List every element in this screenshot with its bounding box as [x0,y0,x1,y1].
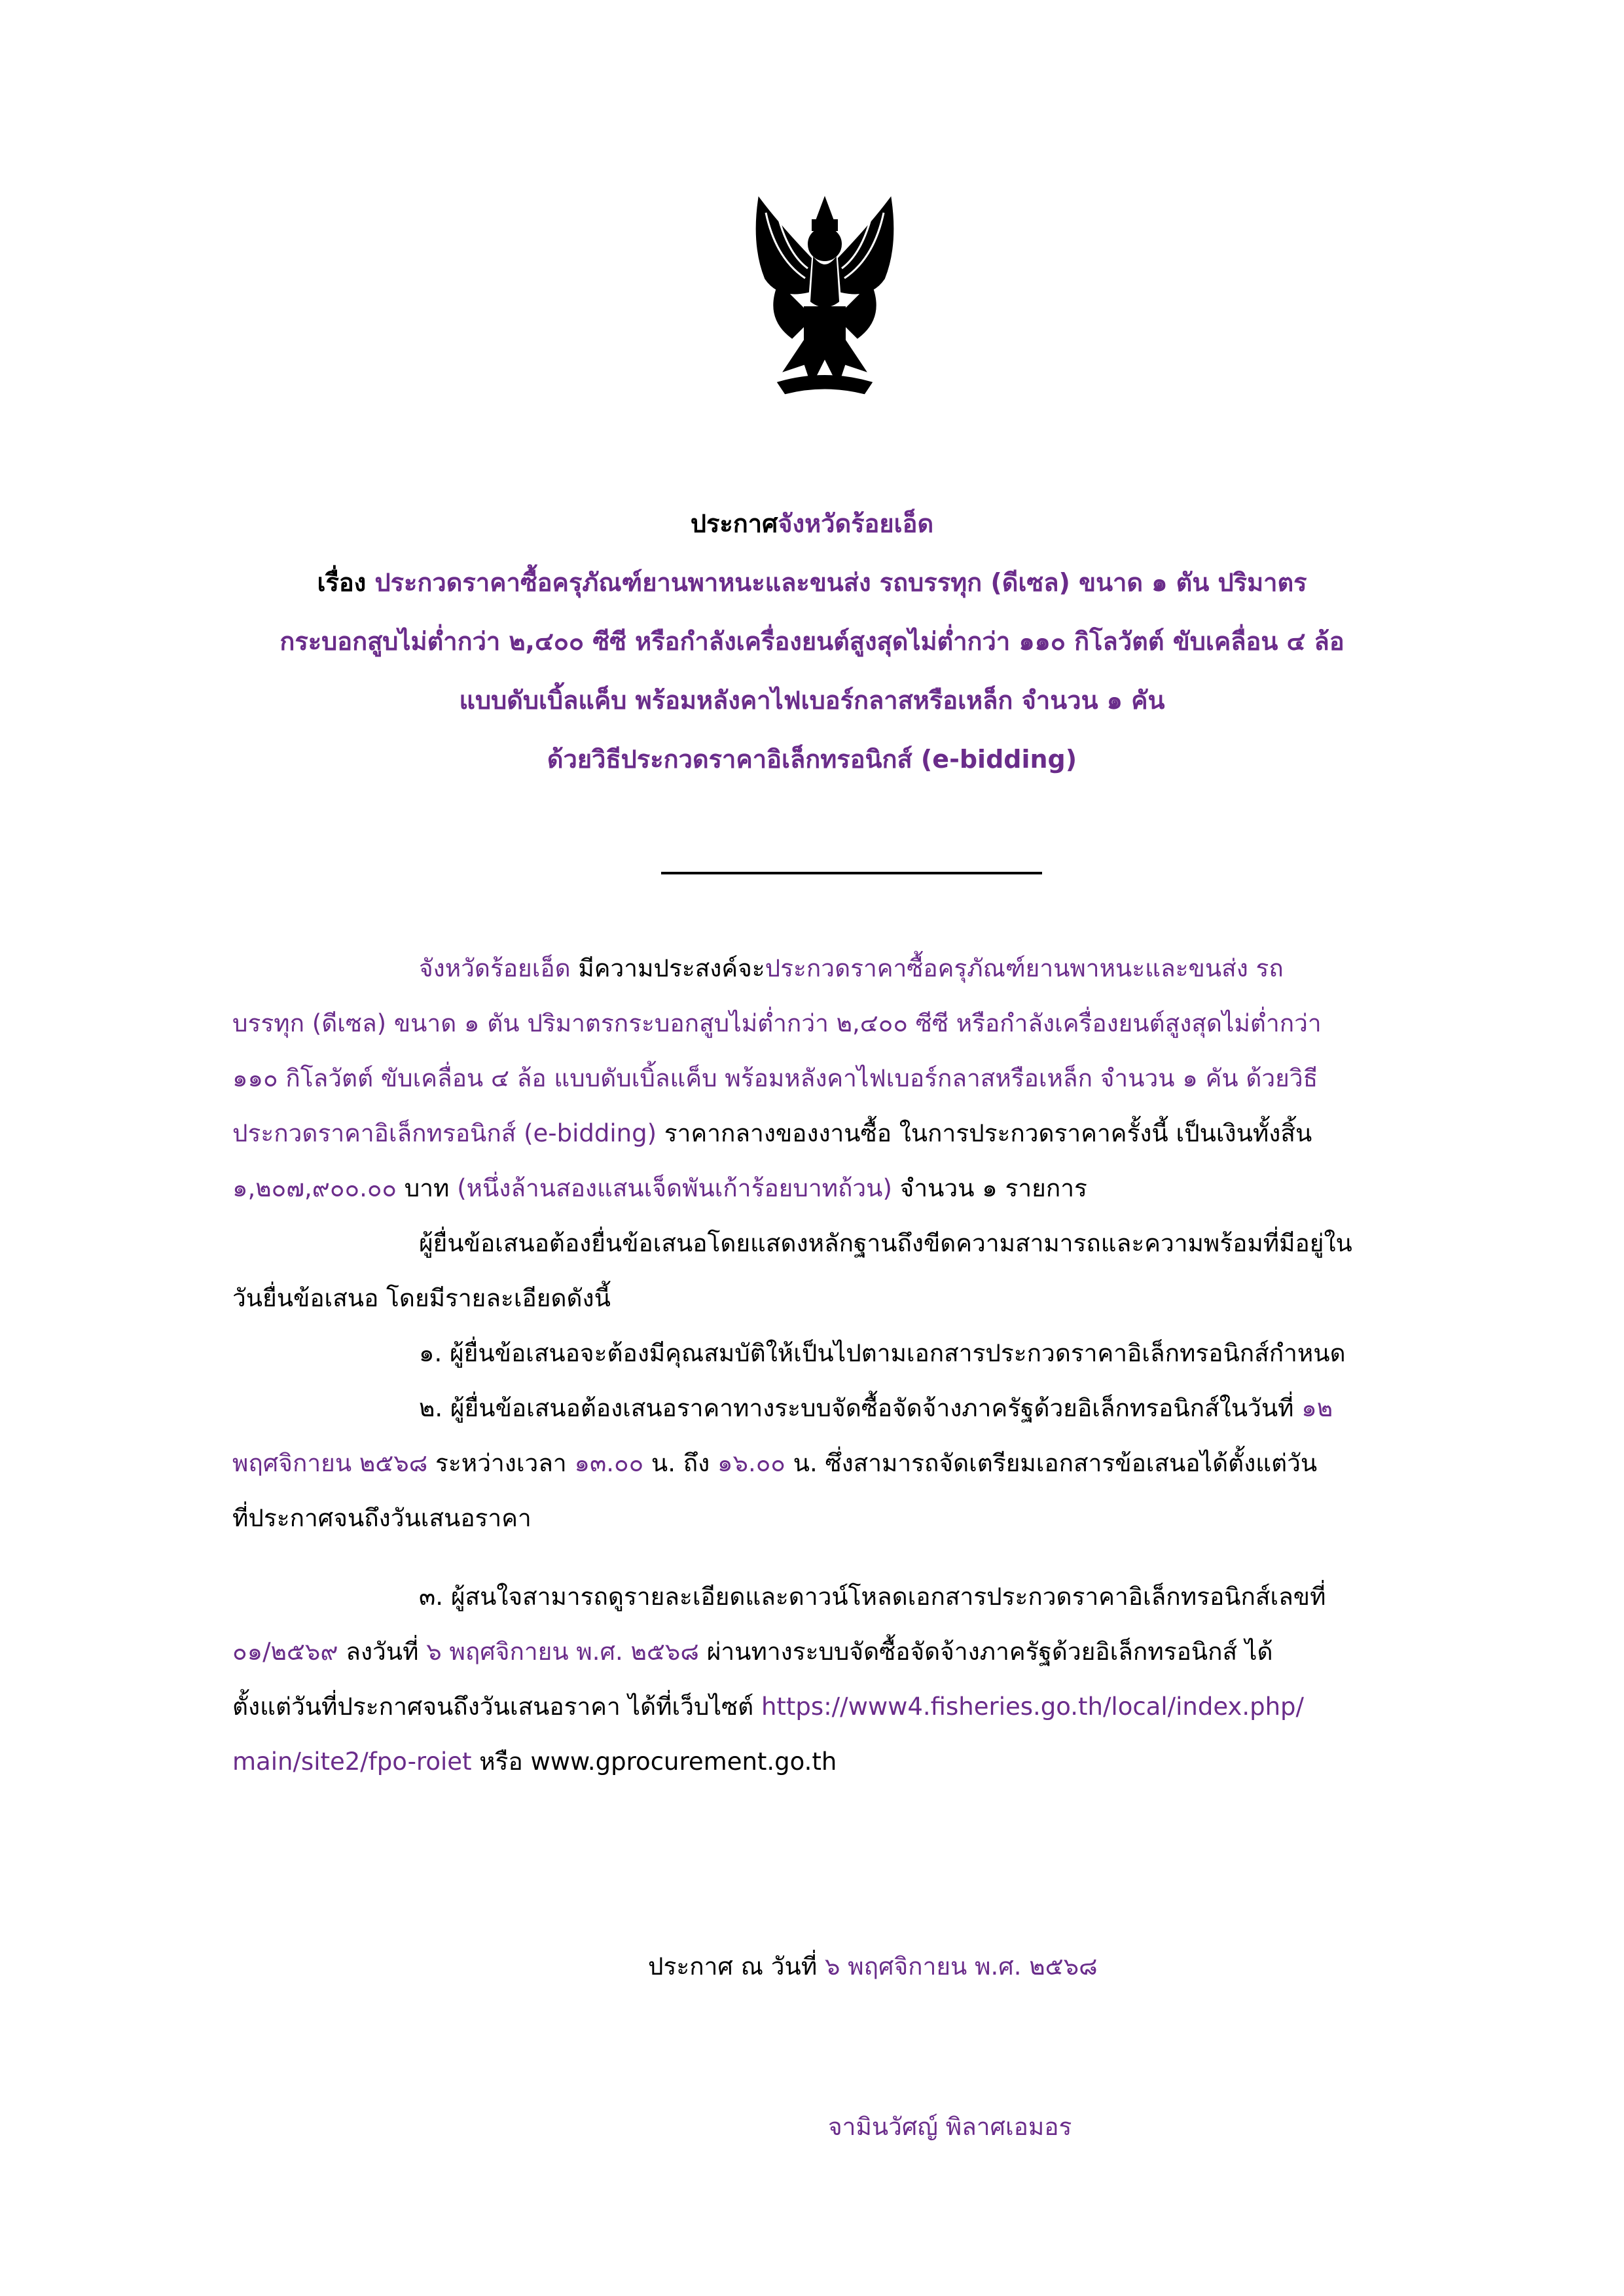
item-3-line-3: ตั้งแต่วันที่ประกาศจนถึงวันเสนอราคา ได้ที่เว็บไซต์ https://www4.fisheries.go.th/local/index.php/ [232,1693,1304,1721]
website-link-continued[interactable]: main/site2/fpo-roiet [232,1748,472,1776]
item-2-line-3: ที่ประกาศจนถึงวันเสนอราคา [232,1504,532,1532]
signer-name: จามินวัศญ์ พิลาศเอมอร [828,2113,1072,2141]
subject-line-4: ด้วยวิธีประกวดราคาอิเล็กทรอนิกส์ (e-bidding) [547,745,1077,774]
paragraph-1-line-2: บรรทุก (ดีเซล) ขนาด ๑ ตัน ปริมาตรกระบอกสูบไม่ต่ำกว่า ๒,๔๐๐ ซีซี หรือกำลังเครื่องยนต์สูงสุดไม่ต่ำกว่า [232,1009,1322,1037]
paragraph-1-line-3: ๑๑๐ กิโลวัตต์ ขับเคลื่อน ๔ ล้อ แบบดับเบิ้ลแค็บ พร้อมหลังคาไฟเบอร์กลาสหรือเหล็ก จำนวน ๑ คัน ด้วยวิธี [232,1064,1318,1092]
announcement-title: ประกาศจังหวัดร้อยเอ็ด [690,509,934,538]
subject-line-2: กระบอกสูบไม่ต่ำกว่า ๒,๔๐๐ ซีซี หรือกำลังเครื่องยนต์สูงสุดไม่ต่ำกว่า ๑๑๐ กิโลวัตต์ ขับเคลื่อน ๔ ล้อ [280,627,1344,656]
item-1: ๑. ผู้ยื่นข้อเสนอจะต้องมีคุณสมบัติให้เป็นไปตามเอกสารประกวดราคาอิเล็กทรอนิกส์กำหนด [419,1339,1346,1367]
paragraph-2-line-1: ผู้ยื่นข้อเสนอต้องยื่นข้อเสนอโดยแสดงหลักฐานถึงขีดความสามารถและความพร้อมที่มีอยู่ใน [419,1229,1352,1257]
website-link[interactable]: https://www4.fisheries.go.th/local/index.php/ [761,1693,1304,1721]
section-divider [661,872,1042,874]
garuda-emblem-icon [740,187,910,403]
subject-line-3: แบบดับเบิ้ลแค็บ พร้อมหลังคาไฟเบอร์กลาสหรือเหล็ก จำนวน ๑ คัน [459,686,1165,715]
item-2-line-2: พฤศจิกายน ๒๕๖๘ ระหว่างเวลา ๑๓.๐๐ น. ถึง ๑๖.๐๐ น. ซึ่งสามารถจัดเตรียมเอกสารข้อเสนอได้ตั้งแต่วัน [232,1449,1318,1477]
item-3-line-1: ๓. ผู้สนใจสามารถดูรายละเอียดและดาวน์โหลดเอกสารประกวดราคาอิเล็กทรอนิกส์เลขที่ [419,1583,1326,1611]
paragraph-1-line-1: จังหวัดร้อยเอ็ด มีความประสงค์จะประกวดราคาซื้อครุภัณฑ์ยานพาหนะและขนส่ง รถ [419,954,1284,982]
item-2-line-1: ๒. ผู้ยื่นข้อเสนอต้องเสนอราคาทางระบบจัดซื้อจัดจ้างภาครัฐด้วยอิเล็กทรอนิกส์ในวันที่ ๑๒ [419,1394,1333,1422]
item-3-line-2: ๐๑/๒๕๖๙ ลงวันที่ ๖ พฤศจิกายน พ.ศ. ๒๕๖๘ ผ่านทางระบบจัดซื้อจัดจ้างภาครัฐด้วยอิเล็กทรอนิกส์ ได้ [232,1638,1273,1666]
paragraph-1-line-4: ประกวดราคาอิเล็กทรอนิกส์ (e-bidding) ราคากลางของงานซื้อ ในการประกวดราคาครั้งนี้ เป็นเงินทั้งสิ้น [232,1119,1312,1147]
item-3-line-4: main/site2/fpo-roiet หรือ www.gprocurement.go.th [232,1748,837,1776]
announcement-date: ประกาศ ณ วันที่ ๖ พฤศจิกายน พ.ศ. ๒๕๖๘ [648,1952,1098,1981]
subject-line-1: เรื่อง ประกวดราคาซื้อครุภัณฑ์ยานพาหนะและขนส่ง รถบรรทุก (ดีเซล) ขนาด ๑ ตัน ปริมาตร [317,568,1307,597]
paragraph-1-line-5: ๑,๒๐๗,๙๐๐.๐๐ บาท (หนึ่งล้านสองแสนเจ็ดพันเก้าร้อยบาทถ้วน) จำนวน ๑ รายการ [232,1174,1087,1202]
paragraph-2-line-2: วันยื่นข้อเสนอ โดยมีรายละเอียดดังนี้ [232,1284,611,1312]
